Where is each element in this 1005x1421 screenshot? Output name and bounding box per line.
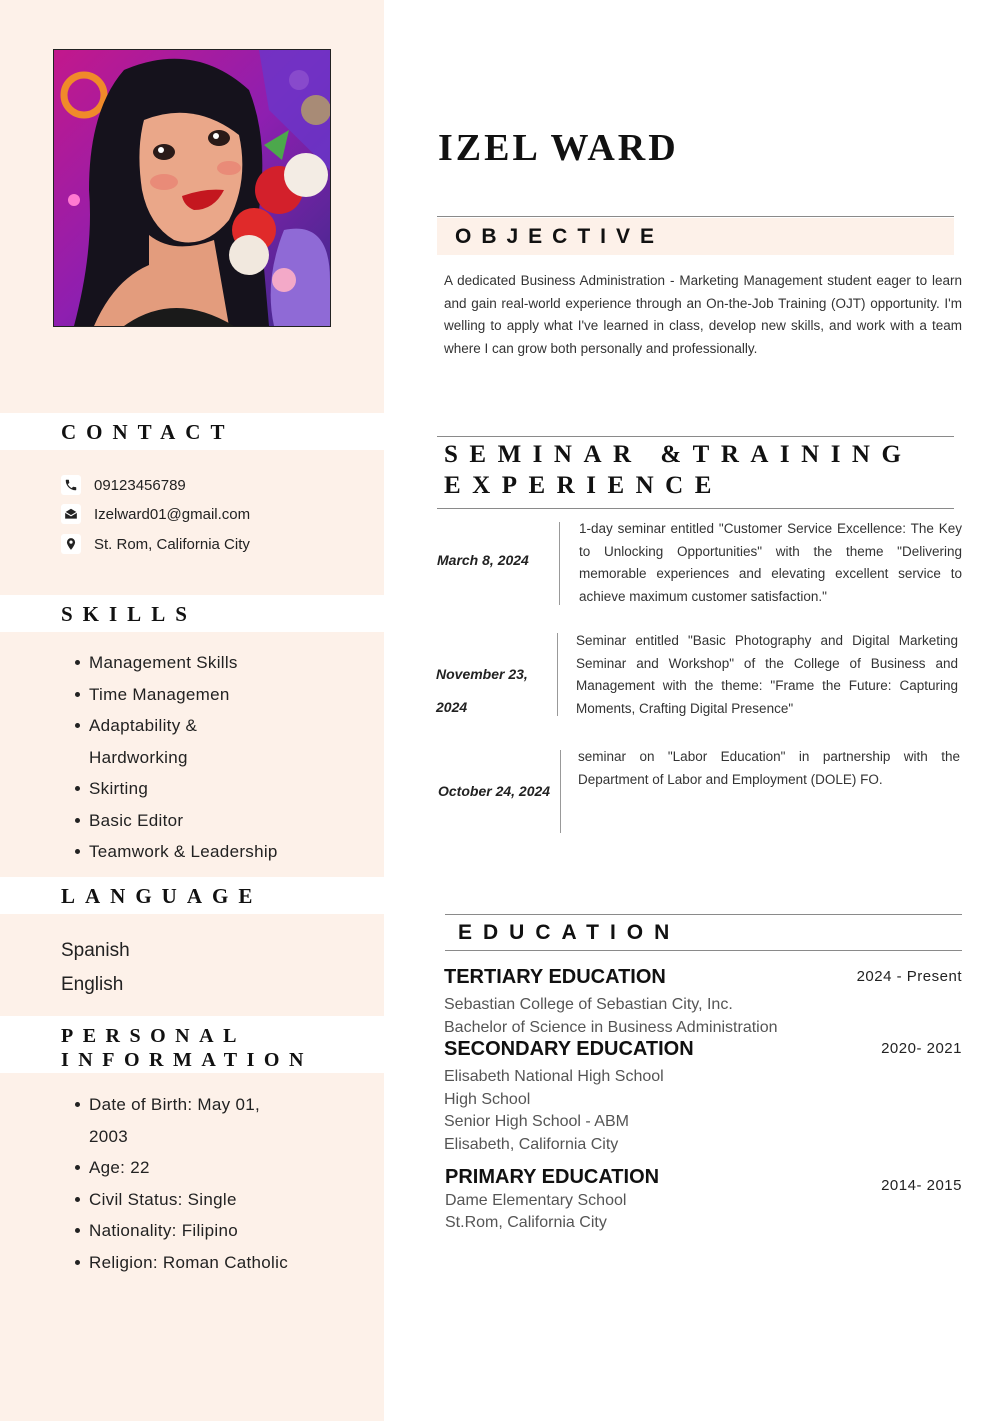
primary-years: 2014- 2015: [881, 1177, 962, 1194]
skill-item: Basic Editor: [61, 805, 361, 837]
skills-heading: SKILLS: [61, 602, 197, 626]
secondary-line: High School: [444, 1091, 531, 1108]
skill-item: Management Skills: [61, 647, 361, 679]
skill-item: Teamwork & Leadership: [61, 836, 361, 868]
objective-heading: OBJECTIVE: [455, 225, 665, 248]
secondary-line: Elisabeth National High School: [444, 1068, 664, 1085]
objective-text: A dedicated Business Administration - Marketing Management student eager to learn and gain real-world experience through an On-the-Job Training (OJT) opportunity. I'm welling to apply what I've learned in class, develop new skills, and work with a team where I can grow both personally and professionally.: [444, 273, 962, 356]
profile-photo: [53, 49, 331, 327]
language-heading: LANGUAGE: [61, 884, 263, 908]
education-bottom-rule: [445, 950, 962, 951]
contact-email[interactable]: [61, 502, 250, 526]
objective-top-rule: [437, 216, 954, 217]
seminar-date-line-1: November 23,: [436, 666, 528, 682]
location-pin-icon: [61, 534, 81, 554]
personal-info-list: [61, 1089, 361, 1278]
envelope-icon: [61, 504, 81, 524]
skill-item: Adaptability &: [61, 710, 361, 742]
tertiary-title: TERTIARY EDUCATION: [444, 966, 666, 988]
education-top-rule: [445, 914, 962, 915]
skill-item-continuation: Hardworking: [89, 747, 188, 767]
primary-line: St.Rom, California City: [445, 1214, 607, 1231]
seminar-description: Seminar entitled "Basic Photography and Digital Marketing Seminar and Workshop" of the College of Business and Management with the theme: "Frame the Future: Capturing Moments, Crafting Digital Presence": [576, 633, 958, 716]
personal-item: Age: 22: [61, 1152, 361, 1184]
tertiary-school: Sebastian College of Sebastian City, Inc.: [444, 996, 733, 1013]
personal-item: Date of Birth: May 01,: [61, 1089, 361, 1121]
personal-heading-line-1: PERSONAL: [61, 1025, 246, 1047]
education-heading: EDUCATION: [458, 921, 681, 944]
contact-phone[interactable]: [61, 473, 186, 497]
language-item: English: [61, 974, 124, 995]
seminar-description: 1-day seminar entitled "Customer Service Excellence: The Key to Unlocking Opportunities" with the theme "Delivering memorable experiences and elevating excellent service to achieve maximum customer satisfaction.": [579, 521, 962, 604]
skills-list: [61, 647, 361, 868]
skill-item: Time Managemen: [61, 679, 361, 711]
secondary-years: 2020- 2021: [881, 1040, 962, 1057]
personal-item: Religion: Roman Catholic: [61, 1247, 361, 1279]
seminar-date: October 24, 2024: [438, 783, 551, 799]
secondary-title: SECONDARY EDUCATION: [444, 1038, 694, 1060]
seminar-heading-line-2: EXPERIENCE: [444, 472, 723, 499]
phone-icon: [61, 475, 81, 495]
timeline-divider: [557, 633, 558, 716]
primary-title: PRIMARY EDUCATION: [445, 1166, 660, 1188]
timeline-divider: [559, 522, 560, 605]
seminar-date: March 8, 2024: [437, 552, 529, 568]
contact-address: [61, 532, 250, 556]
timeline-divider: [560, 750, 561, 833]
contact-heading: CONTACT: [61, 420, 235, 444]
personal-item-continuation: 2003: [89, 1126, 129, 1146]
secondary-line: Elisabeth, California City: [444, 1136, 619, 1153]
language-item: Spanish: [61, 940, 130, 961]
email-text: Izelward01@gmail.com: [94, 505, 251, 523]
skill-item: Skirting: [61, 773, 361, 805]
personal-heading-line-2: INFORMATION: [61, 1049, 313, 1071]
seminar-heading-line-1: SEMINAR &TRAINING: [444, 441, 913, 468]
seminar-description: seminar on "Labor Education" in partnership with the Department of Labor and Employment (DOLE) FO.: [578, 749, 960, 787]
tertiary-degree: Bachelor of Science in Business Administration: [444, 1019, 778, 1036]
secondary-line: Senior High School - ABM: [444, 1113, 629, 1130]
phone-text: 09123456789: [94, 476, 186, 494]
personal-item: Nationality: Filipino: [61, 1215, 361, 1247]
primary-line: Dame Elementary School: [445, 1192, 627, 1209]
personal-item: Civil Status: Single: [61, 1184, 361, 1216]
seminar-date-line-2: 2024: [436, 699, 468, 715]
seminar-bottom-rule: [437, 508, 954, 509]
address-text: St. Rom, California City: [94, 535, 250, 553]
candidate-name: IZEL WARD: [438, 127, 679, 169]
tertiary-years: 2024 - Present: [856, 968, 962, 985]
seminar-top-rule: [437, 436, 954, 437]
